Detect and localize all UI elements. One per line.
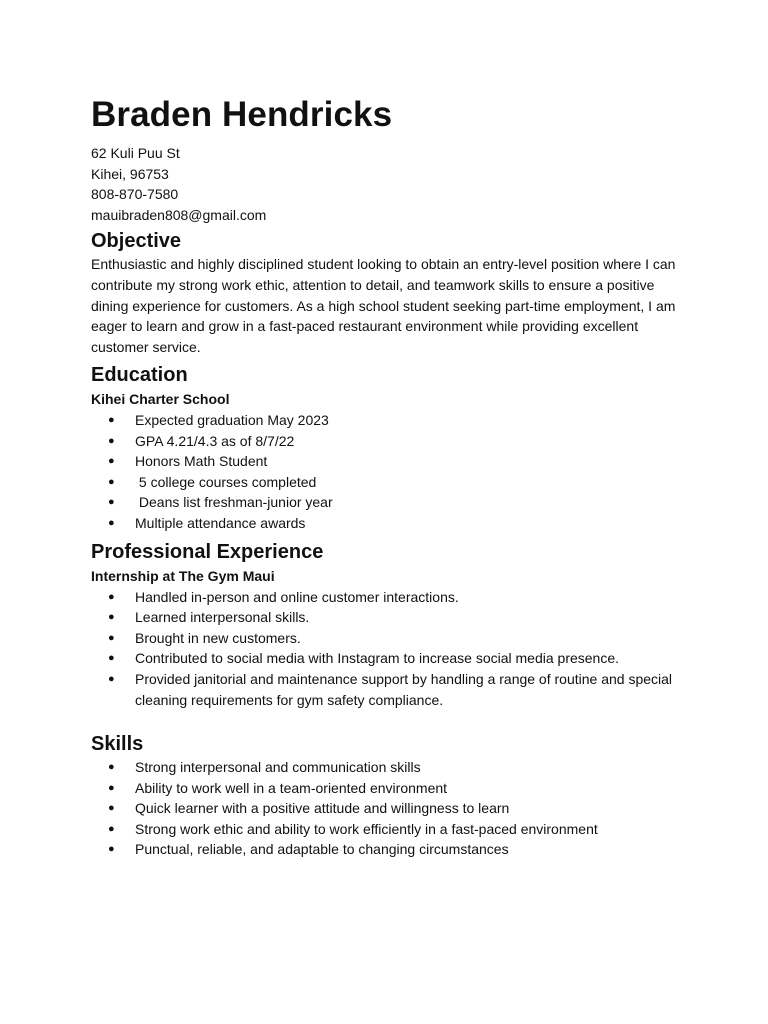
list-item-text: Expected graduation May 2023 bbox=[135, 411, 329, 428]
contact-block bbox=[91, 143, 691, 225]
list-item bbox=[91, 648, 691, 669]
experience-list bbox=[91, 587, 691, 711]
list-item bbox=[91, 607, 691, 628]
bullet-icon: ● bbox=[108, 434, 115, 447]
list-item bbox=[91, 798, 691, 819]
bullet-icon: ● bbox=[108, 496, 115, 509]
list-item-text: Punctual, reliable, and adaptable to changing circumstances bbox=[135, 841, 509, 858]
list-item-text: 5 college courses completed bbox=[135, 473, 317, 490]
list-item-text: Strong interpersonal and communication skills bbox=[135, 759, 421, 776]
list-item-text: Honors Math Student bbox=[135, 453, 268, 470]
list-item bbox=[91, 628, 691, 649]
bullet-icon: ● bbox=[108, 761, 115, 774]
education-heading: Education bbox=[91, 363, 188, 386]
bullet-icon: ● bbox=[108, 652, 115, 665]
bullet-icon: ● bbox=[108, 475, 115, 488]
bullet-icon: ● bbox=[108, 611, 115, 624]
list-item-text: Contributed to social media with Instagram to increase social media presence. bbox=[135, 650, 620, 667]
contact-city: Kihei, 96753 bbox=[91, 165, 169, 182]
list-item-text: Handled in-person and online customer interactions. bbox=[135, 588, 459, 605]
bullet-icon: ● bbox=[108, 802, 115, 815]
list-item bbox=[91, 757, 691, 778]
list-item-text: Brought in new customers. bbox=[135, 629, 301, 646]
contact-phone: 808-870-7580 bbox=[91, 186, 179, 202]
bullet-icon: ● bbox=[108, 672, 115, 685]
list-item-text: Learned interpersonal skills. bbox=[135, 609, 310, 626]
list-item bbox=[91, 431, 691, 452]
bullet-icon: ● bbox=[108, 631, 115, 644]
contact-email: mauibraden808@gmail.com bbox=[91, 206, 267, 223]
resume-name: Braden Hendricks bbox=[91, 95, 393, 134]
list-item bbox=[91, 587, 691, 608]
list-item-text: Multiple attendance awards bbox=[135, 514, 306, 531]
bullet-icon: ● bbox=[108, 822, 115, 835]
list-item bbox=[91, 410, 691, 431]
list-item bbox=[91, 839, 691, 860]
list-item-text: Quick learner with a positive attitude and willingness to learn bbox=[135, 800, 510, 817]
list-item-text: GPA 4.21/4.3 as of 8/7/22 bbox=[135, 432, 295, 449]
experience-heading: Professional Experience bbox=[91, 540, 324, 563]
resume-document bbox=[91, 93, 691, 860]
bullet-icon: ● bbox=[108, 781, 115, 794]
bullet-icon: ● bbox=[108, 516, 115, 529]
contact-street: 62 Kuli Puu St bbox=[91, 145, 180, 161]
skills-heading: Skills bbox=[91, 733, 144, 756]
list-item bbox=[91, 492, 691, 513]
list-item-text: Ability to work well in a team-oriented environment bbox=[135, 779, 448, 796]
list-item bbox=[91, 513, 691, 534]
list-item bbox=[91, 819, 691, 840]
list-item bbox=[91, 669, 691, 710]
list-item-text: Deans list freshman-junior year bbox=[135, 494, 333, 511]
list-item bbox=[91, 778, 691, 799]
education-school: Kihei Charter School bbox=[91, 390, 230, 407]
list-item-text: Strong work ethic and ability to work efficiently in a fast-paced environment bbox=[135, 820, 598, 837]
objective-heading: Objective bbox=[91, 230, 182, 252]
bullet-icon: ● bbox=[108, 590, 115, 603]
education-list bbox=[91, 410, 691, 534]
list-item bbox=[91, 451, 691, 472]
experience-role: Internship at The Gym Maui bbox=[91, 567, 275, 584]
list-item bbox=[91, 472, 691, 493]
skills-list bbox=[91, 757, 691, 860]
bullet-icon: ● bbox=[108, 455, 115, 468]
bullet-icon: ● bbox=[108, 413, 115, 426]
list-item-text: Provided janitorial and maintenance support by handling a range of routine and special cleaning requirements for gym safety compliance. bbox=[135, 670, 676, 708]
objective-text: Enthusiastic and highly disciplined student looking to obtain an entry-level position where I can contribute my strong work ethic, attention to detail, and teamwork skills to ensure a positive dining experience for customers. As a high school student seeking part-time employment, I am eager to learn and grow in a fast-paced restaurant environment while providing excellent customer service. bbox=[91, 256, 676, 356]
bullet-icon: ● bbox=[108, 843, 115, 856]
